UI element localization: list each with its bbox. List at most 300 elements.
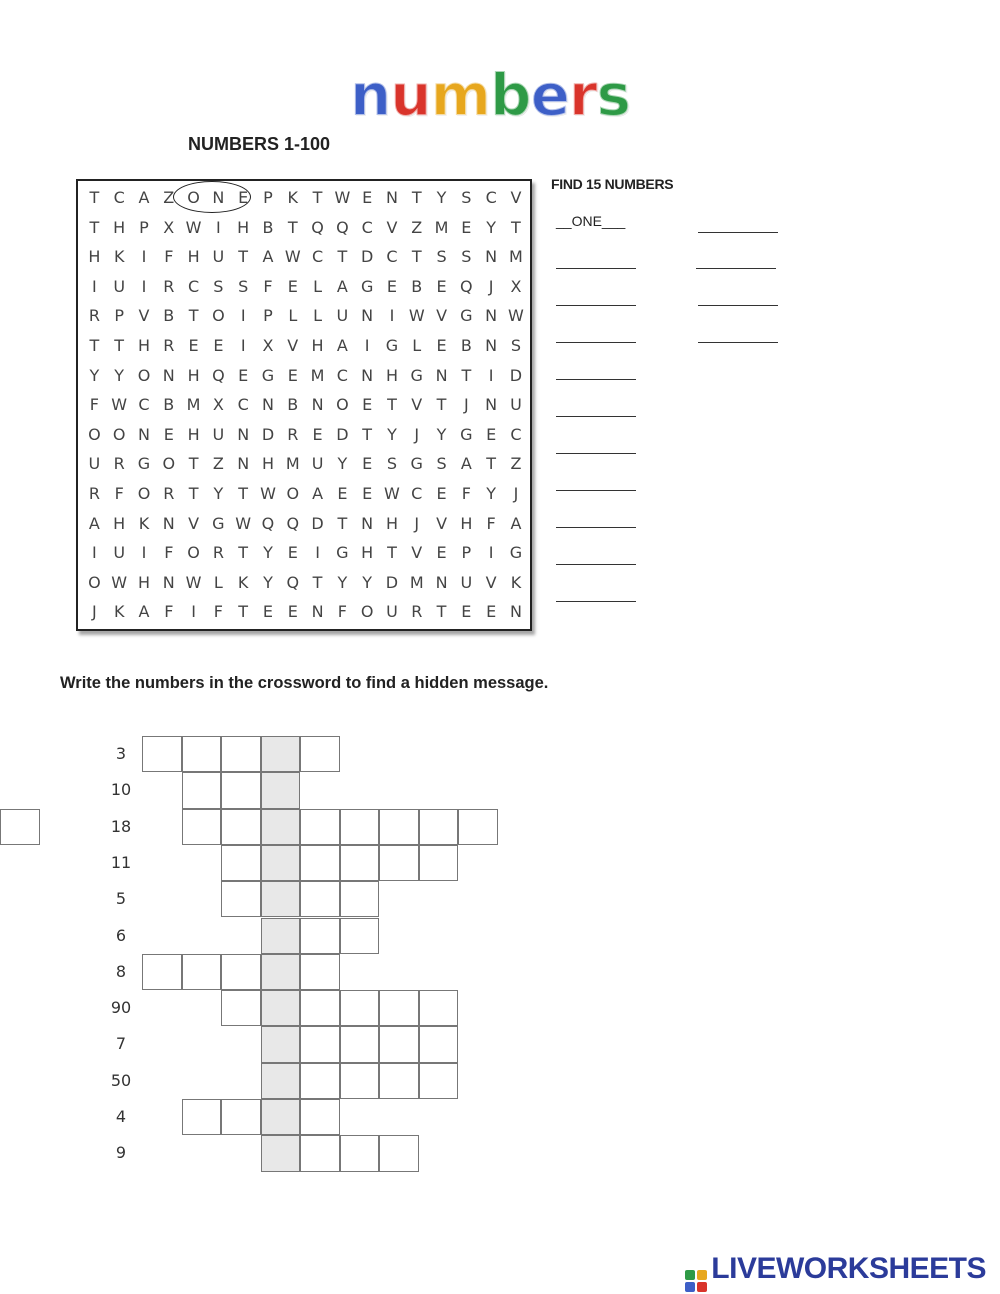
crossword-cell[interactable] bbox=[300, 1026, 340, 1062]
crossword-cell[interactable] bbox=[340, 990, 380, 1026]
letter-cell[interactable]: A bbox=[262, 247, 274, 267]
letter-cell[interactable]: A bbox=[138, 602, 150, 622]
letter-cell[interactable]: J bbox=[414, 424, 420, 444]
letter-cell[interactable]: C bbox=[361, 217, 373, 237]
crossword-cell[interactable] bbox=[221, 881, 261, 917]
letter-cell[interactable]: R bbox=[163, 276, 175, 296]
letter-cell[interactable]: M bbox=[285, 454, 300, 474]
letter-cell[interactable]: V bbox=[138, 306, 150, 326]
letter-cell[interactable]: G bbox=[460, 424, 473, 444]
letter-cell[interactable]: T bbox=[89, 335, 100, 355]
letter-cell[interactable]: N bbox=[138, 424, 150, 444]
letter-cell[interactable]: T bbox=[461, 365, 472, 385]
crossword-cell[interactable] bbox=[182, 736, 222, 772]
letter-cell[interactable]: E bbox=[337, 483, 348, 503]
letter-cell[interactable]: O bbox=[137, 483, 151, 503]
hidden-message-cell[interactable] bbox=[261, 990, 301, 1026]
letter-cell[interactable]: L bbox=[313, 276, 323, 296]
letter-cell[interactable]: Q bbox=[261, 513, 275, 533]
letter-cell[interactable]: M bbox=[409, 572, 424, 592]
answer-line[interactable] bbox=[556, 400, 636, 417]
letter-cell[interactable]: U bbox=[113, 276, 126, 296]
answer-line[interactable] bbox=[556, 511, 636, 528]
letter-cell[interactable]: Z bbox=[163, 188, 175, 207]
letter-cell[interactable]: Y bbox=[89, 365, 100, 385]
letter-cell[interactable]: S bbox=[238, 276, 249, 296]
crossword-cell[interactable] bbox=[458, 809, 498, 845]
crossword-cell[interactable] bbox=[300, 881, 340, 917]
letter-cell[interactable]: T bbox=[312, 188, 323, 207]
letter-cell[interactable]: L bbox=[412, 335, 422, 355]
letter-cell[interactable]: N bbox=[485, 335, 498, 355]
crossword-cell[interactable] bbox=[379, 1026, 419, 1062]
crossword-cell[interactable] bbox=[379, 1135, 419, 1171]
crossword-cell[interactable] bbox=[300, 1135, 340, 1171]
letter-cell[interactable]: O bbox=[137, 365, 151, 385]
letter-cell[interactable]: I bbox=[216, 217, 221, 237]
letter-cell[interactable]: T bbox=[312, 572, 323, 592]
answer-line[interactable] bbox=[556, 252, 636, 269]
letter-cell[interactable]: Y bbox=[337, 572, 348, 592]
letter-cell[interactable]: D bbox=[311, 513, 324, 533]
crossword-cell[interactable] bbox=[419, 1026, 459, 1062]
crossword-cell[interactable] bbox=[221, 990, 261, 1026]
letter-cell[interactable]: C bbox=[237, 395, 249, 415]
answer-line[interactable] bbox=[698, 216, 778, 233]
letter-cell[interactable]: H bbox=[187, 247, 200, 267]
letter-cell[interactable]: C bbox=[138, 395, 150, 415]
letter-cell[interactable]: A bbox=[88, 513, 100, 533]
letter-cell[interactable]: O bbox=[88, 424, 101, 444]
letter-cell[interactable]: C bbox=[510, 424, 522, 444]
letter-cell[interactable]: Y bbox=[436, 188, 447, 207]
letter-cell[interactable]: Q bbox=[460, 276, 473, 296]
letter-cell[interactable]: E bbox=[262, 602, 274, 622]
letter-cell[interactable]: V bbox=[485, 572, 497, 592]
letter-cell[interactable]: E bbox=[436, 335, 447, 355]
letter-cell[interactable]: B bbox=[411, 276, 423, 296]
letter-cell[interactable]: Q bbox=[286, 513, 300, 533]
hidden-message-cell[interactable] bbox=[261, 954, 301, 990]
answer-line[interactable] bbox=[556, 326, 636, 343]
letter-cell[interactable]: U bbox=[386, 602, 398, 622]
letter-cell[interactable]: Y bbox=[337, 454, 348, 474]
hidden-message-cell[interactable] bbox=[261, 881, 301, 917]
letter-cell[interactable]: Q bbox=[336, 217, 349, 237]
letter-cell[interactable]: H bbox=[137, 335, 150, 355]
letter-cell[interactable]: I bbox=[141, 543, 147, 563]
crossword-cell[interactable] bbox=[221, 809, 261, 845]
letter-cell[interactable]: N bbox=[435, 365, 448, 385]
crossword-cell[interactable] bbox=[182, 1099, 222, 1135]
letter-cell[interactable]: E bbox=[188, 335, 199, 355]
letter-cell[interactable]: E bbox=[436, 543, 447, 563]
letter-cell[interactable]: V bbox=[411, 543, 423, 563]
letter-cell[interactable]: U bbox=[88, 454, 101, 474]
crossword-cell[interactable] bbox=[379, 1063, 419, 1099]
letter-cell[interactable]: Q bbox=[286, 572, 300, 592]
letter-cell[interactable]: S bbox=[436, 247, 447, 267]
letter-cell[interactable]: T bbox=[238, 247, 249, 267]
letter-cell[interactable]: V bbox=[436, 306, 448, 326]
letter-cell[interactable]: L bbox=[313, 306, 323, 326]
letter-cell[interactable]: R bbox=[113, 454, 125, 474]
letter-cell[interactable]: R bbox=[163, 483, 175, 503]
letter-cell[interactable]: P bbox=[139, 217, 149, 237]
crossword-cell[interactable] bbox=[419, 809, 459, 845]
letter-cell[interactable]: S bbox=[461, 188, 472, 207]
letter-cell[interactable]: O bbox=[336, 395, 349, 415]
crossword-cell[interactable] bbox=[379, 990, 419, 1026]
letter-cell[interactable]: N bbox=[237, 424, 250, 444]
crossword-cell[interactable] bbox=[142, 954, 182, 990]
letter-cell[interactable]: N bbox=[485, 247, 498, 267]
letter-cell[interactable]: O bbox=[187, 188, 200, 207]
letter-cell[interactable]: Y bbox=[436, 424, 447, 444]
letter-cell[interactable]: U bbox=[212, 247, 225, 267]
letter-cell[interactable]: D bbox=[385, 572, 399, 592]
letter-cell[interactable]: G bbox=[336, 543, 349, 563]
letter-cell[interactable]: E bbox=[461, 217, 472, 237]
letter-cell[interactable]: E bbox=[362, 483, 373, 503]
letter-cell[interactable]: O bbox=[162, 454, 176, 474]
letter-cell[interactable]: F bbox=[89, 395, 99, 415]
letter-cell[interactable]: R bbox=[88, 306, 100, 326]
letter-cell[interactable]: Y bbox=[263, 543, 273, 563]
letter-cell[interactable]: S bbox=[386, 454, 398, 474]
letter-cell[interactable]: B bbox=[287, 395, 299, 415]
letter-cell[interactable]: W bbox=[235, 513, 252, 533]
crossword-cell[interactable] bbox=[221, 736, 261, 772]
letter-cell[interactable]: A bbox=[138, 188, 150, 207]
letter-cell[interactable]: N bbox=[385, 188, 398, 207]
letter-cell[interactable]: T bbox=[188, 454, 199, 474]
letter-cell[interactable]: I bbox=[364, 335, 370, 355]
letter-cell[interactable]: E bbox=[461, 602, 472, 622]
crossword-cell[interactable] bbox=[340, 1135, 380, 1171]
letter-cell[interactable]: W bbox=[111, 395, 128, 415]
letter-cell[interactable]: T bbox=[188, 483, 199, 503]
crossword-cell[interactable] bbox=[182, 809, 222, 845]
letter-cell[interactable]: V bbox=[386, 217, 398, 237]
letter-cell[interactable]: H bbox=[113, 513, 126, 533]
crossword-cell[interactable] bbox=[182, 772, 222, 808]
letter-cell[interactable]: Y bbox=[213, 483, 224, 503]
letter-cell[interactable]: J bbox=[488, 276, 494, 296]
letter-cell[interactable]: H bbox=[385, 365, 398, 385]
letter-cell[interactable]: X bbox=[262, 335, 274, 355]
letter-cell[interactable]: G bbox=[460, 306, 473, 326]
letter-cell[interactable]: K bbox=[237, 572, 249, 592]
letter-cell[interactable]: H bbox=[187, 424, 200, 444]
letter-cell[interactable]: U bbox=[510, 395, 522, 415]
letter-cell[interactable]: O bbox=[360, 602, 374, 622]
letter-cell[interactable]: B bbox=[460, 335, 472, 355]
letter-cell[interactable]: G bbox=[212, 513, 225, 533]
letter-cell[interactable]: T bbox=[89, 217, 100, 237]
letter-cell[interactable]: T bbox=[337, 513, 348, 533]
letter-cell[interactable]: J bbox=[414, 513, 420, 533]
crossword-cell[interactable] bbox=[300, 954, 340, 990]
letter-cell[interactable]: O bbox=[187, 543, 200, 563]
letter-cell[interactable]: G bbox=[360, 276, 374, 296]
letter-cell[interactable]: U bbox=[336, 306, 349, 326]
answer-line[interactable] bbox=[698, 326, 778, 343]
letter-cell[interactable]: A bbox=[510, 513, 522, 533]
letter-cell[interactable]: O bbox=[212, 306, 225, 326]
letter-cell[interactable]: C bbox=[386, 247, 398, 267]
answer-line[interactable] bbox=[556, 437, 636, 454]
letter-cell[interactable]: D bbox=[509, 365, 523, 385]
letter-cell[interactable]: C bbox=[336, 365, 348, 385]
letter-cell[interactable]: E bbox=[362, 188, 373, 207]
letter-cell[interactable]: A bbox=[460, 454, 472, 474]
crossword-cell[interactable] bbox=[300, 1063, 340, 1099]
letter-cell[interactable]: T bbox=[337, 247, 348, 267]
letter-cell[interactable]: I bbox=[141, 276, 147, 296]
letter-cell[interactable]: E bbox=[287, 276, 298, 296]
letter-cell[interactable]: E bbox=[362, 395, 373, 415]
letter-cell[interactable]: U bbox=[311, 454, 324, 474]
answer-line[interactable] bbox=[556, 363, 636, 380]
letter-cell[interactable]: M bbox=[434, 217, 449, 237]
letter-cell[interactable]: I bbox=[92, 543, 97, 563]
letter-cell[interactable]: K bbox=[138, 513, 150, 533]
letter-cell[interactable]: V bbox=[411, 395, 423, 415]
letter-cell[interactable]: T bbox=[362, 424, 373, 444]
letter-cell[interactable]: T bbox=[238, 483, 249, 503]
letter-cell[interactable]: H bbox=[237, 217, 250, 237]
letter-cell[interactable]: J bbox=[463, 395, 469, 415]
letter-cell[interactable]: N bbox=[485, 395, 498, 415]
crossword-cell[interactable] bbox=[221, 845, 261, 881]
letter-cell[interactable]: W bbox=[334, 188, 351, 207]
letter-cell[interactable]: I bbox=[191, 602, 196, 622]
letter-cell[interactable]: E bbox=[238, 365, 249, 385]
letter-cell[interactable]: T bbox=[411, 188, 422, 207]
hidden-message-cell[interactable] bbox=[261, 1099, 301, 1135]
letter-cell[interactable]: T bbox=[411, 247, 422, 267]
letter-cell[interactable]: J bbox=[92, 602, 97, 622]
letter-cell[interactable]: E bbox=[287, 365, 298, 385]
hidden-message-cell[interactable] bbox=[261, 1063, 301, 1099]
letter-cell[interactable]: I bbox=[240, 335, 246, 355]
answer-line[interactable] bbox=[696, 252, 776, 269]
letter-cell[interactable]: P bbox=[263, 188, 273, 207]
letter-cell[interactable]: B bbox=[163, 306, 175, 326]
letter-cell[interactable]: B bbox=[163, 395, 175, 415]
crossword-cell[interactable] bbox=[379, 809, 419, 845]
letter-cell[interactable]: G bbox=[509, 543, 523, 563]
letter-cell[interactable]: K bbox=[510, 572, 522, 592]
letter-cell[interactable]: F bbox=[164, 543, 174, 563]
letter-cell[interactable]: I bbox=[315, 543, 320, 563]
crossword-cell[interactable] bbox=[340, 918, 380, 954]
answer-line[interactable] bbox=[556, 289, 636, 306]
crossword-cell[interactable] bbox=[419, 845, 459, 881]
letter-cell[interactable]: W bbox=[111, 572, 128, 592]
letter-cell[interactable]: E bbox=[436, 483, 447, 503]
letter-cell[interactable]: A bbox=[336, 335, 348, 355]
letter-cell[interactable]: E bbox=[163, 424, 174, 444]
letter-cell[interactable]: F bbox=[337, 602, 347, 622]
letter-cell[interactable]: E bbox=[238, 188, 249, 207]
answer-line[interactable] bbox=[556, 548, 636, 565]
letter-cell[interactable]: A bbox=[336, 276, 348, 296]
letter-cell[interactable]: W bbox=[260, 483, 276, 503]
letter-cell[interactable]: C bbox=[411, 483, 423, 503]
answer-line[interactable] bbox=[556, 585, 636, 602]
crossword-cell[interactable] bbox=[0, 809, 40, 845]
letter-cell[interactable]: C bbox=[485, 188, 497, 207]
letter-cell[interactable]: A bbox=[312, 483, 324, 503]
letter-cell[interactable]: D bbox=[336, 424, 349, 444]
letter-cell[interactable]: R bbox=[212, 543, 224, 563]
letter-cell[interactable]: N bbox=[361, 513, 374, 533]
letter-cell[interactable]: O bbox=[286, 483, 300, 503]
letter-cell[interactable]: F bbox=[164, 602, 174, 622]
letter-cell[interactable]: W bbox=[185, 217, 202, 237]
crossword-cell[interactable] bbox=[300, 845, 340, 881]
letter-cell[interactable]: P bbox=[114, 306, 125, 326]
letter-cell[interactable]: Y bbox=[362, 572, 373, 592]
letter-cell[interactable]: B bbox=[262, 217, 274, 237]
crossword-cell[interactable] bbox=[419, 990, 459, 1026]
letter-cell[interactable]: V bbox=[436, 513, 448, 533]
letter-cell[interactable]: R bbox=[163, 335, 175, 355]
letter-cell[interactable]: Z bbox=[212, 454, 224, 474]
hidden-message-cell[interactable] bbox=[261, 1026, 301, 1062]
letter-cell[interactable]: N bbox=[311, 602, 324, 622]
letter-cell[interactable]: E bbox=[287, 602, 298, 622]
crossword-cell[interactable] bbox=[300, 736, 340, 772]
letter-cell[interactable]: L bbox=[213, 572, 223, 592]
letter-cell[interactable]: E bbox=[486, 424, 497, 444]
letter-cell[interactable]: Q bbox=[212, 365, 225, 385]
letter-cell[interactable]: F bbox=[263, 276, 273, 296]
crossword-cell[interactable] bbox=[419, 1063, 459, 1099]
letter-cell[interactable]: K bbox=[287, 188, 299, 207]
letter-cell[interactable]: T bbox=[436, 602, 447, 622]
letter-cell[interactable]: I bbox=[488, 543, 494, 563]
letter-cell[interactable]: M bbox=[310, 365, 325, 385]
letter-cell[interactable]: U bbox=[212, 424, 225, 444]
crossword-cell[interactable] bbox=[221, 1099, 261, 1135]
letter-cell[interactable]: Z bbox=[411, 217, 423, 237]
hidden-message-cell[interactable] bbox=[261, 845, 301, 881]
letter-cell[interactable]: K bbox=[113, 602, 125, 622]
hidden-message-cell[interactable] bbox=[261, 918, 301, 954]
crossword-cell[interactable] bbox=[340, 881, 380, 917]
letter-cell[interactable]: H bbox=[460, 513, 473, 533]
letter-cell[interactable]: Y bbox=[486, 483, 497, 503]
letter-cell[interactable]: H bbox=[88, 247, 101, 267]
letter-cell[interactable]: M bbox=[186, 395, 201, 415]
letter-cell[interactable]: N bbox=[485, 306, 498, 326]
letter-cell[interactable]: E bbox=[436, 276, 447, 296]
letter-cell[interactable]: I bbox=[488, 365, 494, 385]
letter-cell[interactable]: F bbox=[114, 483, 124, 503]
letter-cell[interactable]: N bbox=[261, 395, 274, 415]
letter-cell[interactable]: F bbox=[486, 513, 496, 533]
letter-cell[interactable]: L bbox=[288, 306, 298, 326]
letter-cell[interactable]: U bbox=[113, 543, 126, 563]
letter-cell[interactable]: C bbox=[113, 188, 125, 207]
letter-cell[interactable]: O bbox=[112, 424, 126, 444]
answer-line-filled[interactable]: __ONE___ bbox=[556, 213, 626, 229]
letter-cell[interactable]: E bbox=[312, 424, 323, 444]
letter-cell[interactable]: I bbox=[389, 306, 395, 326]
letter-cell[interactable]: H bbox=[361, 543, 374, 563]
letter-cell[interactable]: I bbox=[240, 306, 246, 326]
letter-cell[interactable]: W bbox=[185, 572, 202, 592]
crossword-cell[interactable] bbox=[340, 1063, 380, 1099]
letter-cell[interactable]: G bbox=[137, 454, 151, 474]
letter-cell[interactable]: V bbox=[510, 188, 522, 207]
hidden-message-cell[interactable] bbox=[261, 809, 301, 845]
letter-cell[interactable]: R bbox=[88, 483, 100, 503]
letter-cell[interactable]: N bbox=[435, 572, 448, 592]
letter-cell[interactable]: T bbox=[188, 306, 199, 326]
letter-cell[interactable]: H bbox=[137, 572, 150, 592]
letter-cell[interactable]: N bbox=[237, 454, 250, 474]
crossword-cell[interactable] bbox=[340, 809, 380, 845]
letter-cell[interactable]: U bbox=[460, 572, 473, 592]
letter-cell[interactable]: N bbox=[162, 513, 175, 533]
letter-cell[interactable]: C bbox=[188, 276, 200, 296]
letter-cell[interactable]: N bbox=[162, 365, 175, 385]
letter-cell[interactable]: S bbox=[510, 335, 522, 355]
letter-cell[interactable]: I bbox=[141, 247, 147, 267]
letter-cell[interactable]: I bbox=[92, 276, 97, 296]
letter-cell[interactable]: W bbox=[508, 306, 524, 326]
crossword-cell[interactable] bbox=[300, 809, 340, 845]
letter-cell[interactable]: N bbox=[509, 602, 522, 622]
letter-cell[interactable]: N bbox=[212, 188, 225, 207]
letter-cell[interactable]: G bbox=[261, 365, 275, 385]
letter-cell[interactable]: F bbox=[461, 483, 471, 503]
letter-cell[interactable]: K bbox=[113, 247, 125, 267]
crossword-cell[interactable] bbox=[379, 845, 419, 881]
hidden-message-cell[interactable] bbox=[261, 1135, 301, 1171]
letter-cell[interactable]: E bbox=[486, 602, 497, 622]
letter-cell[interactable]: N bbox=[361, 306, 374, 326]
letter-cell[interactable]: F bbox=[164, 247, 174, 267]
crossword-cell[interactable] bbox=[182, 954, 222, 990]
letter-cell[interactable]: E bbox=[386, 276, 398, 296]
crossword-cell[interactable] bbox=[221, 772, 261, 808]
letter-cell[interactable]: T bbox=[387, 395, 397, 415]
crossword-cell[interactable] bbox=[142, 736, 182, 772]
crossword-cell[interactable] bbox=[221, 954, 261, 990]
letter-cell[interactable]: N bbox=[311, 395, 324, 415]
letter-cell[interactable]: T bbox=[114, 335, 125, 355]
letter-cell[interactable]: S bbox=[436, 454, 447, 474]
crossword-cell[interactable] bbox=[340, 1026, 380, 1062]
letter-cell[interactable]: G bbox=[385, 335, 399, 355]
letter-cell[interactable]: D bbox=[361, 247, 374, 267]
crossword-cell[interactable] bbox=[300, 990, 340, 1026]
hidden-message-cell[interactable] bbox=[261, 772, 301, 808]
letter-cell[interactable]: V bbox=[188, 513, 200, 533]
letter-cell[interactable]: T bbox=[238, 543, 249, 563]
letter-cell[interactable]: Y bbox=[387, 424, 397, 444]
letter-cell[interactable]: C bbox=[311, 247, 324, 267]
letter-cell[interactable]: T bbox=[486, 454, 497, 474]
letter-cell[interactable]: R bbox=[411, 602, 423, 622]
letter-cell[interactable]: X bbox=[510, 276, 522, 296]
letter-cell[interactable]: G bbox=[410, 365, 423, 385]
